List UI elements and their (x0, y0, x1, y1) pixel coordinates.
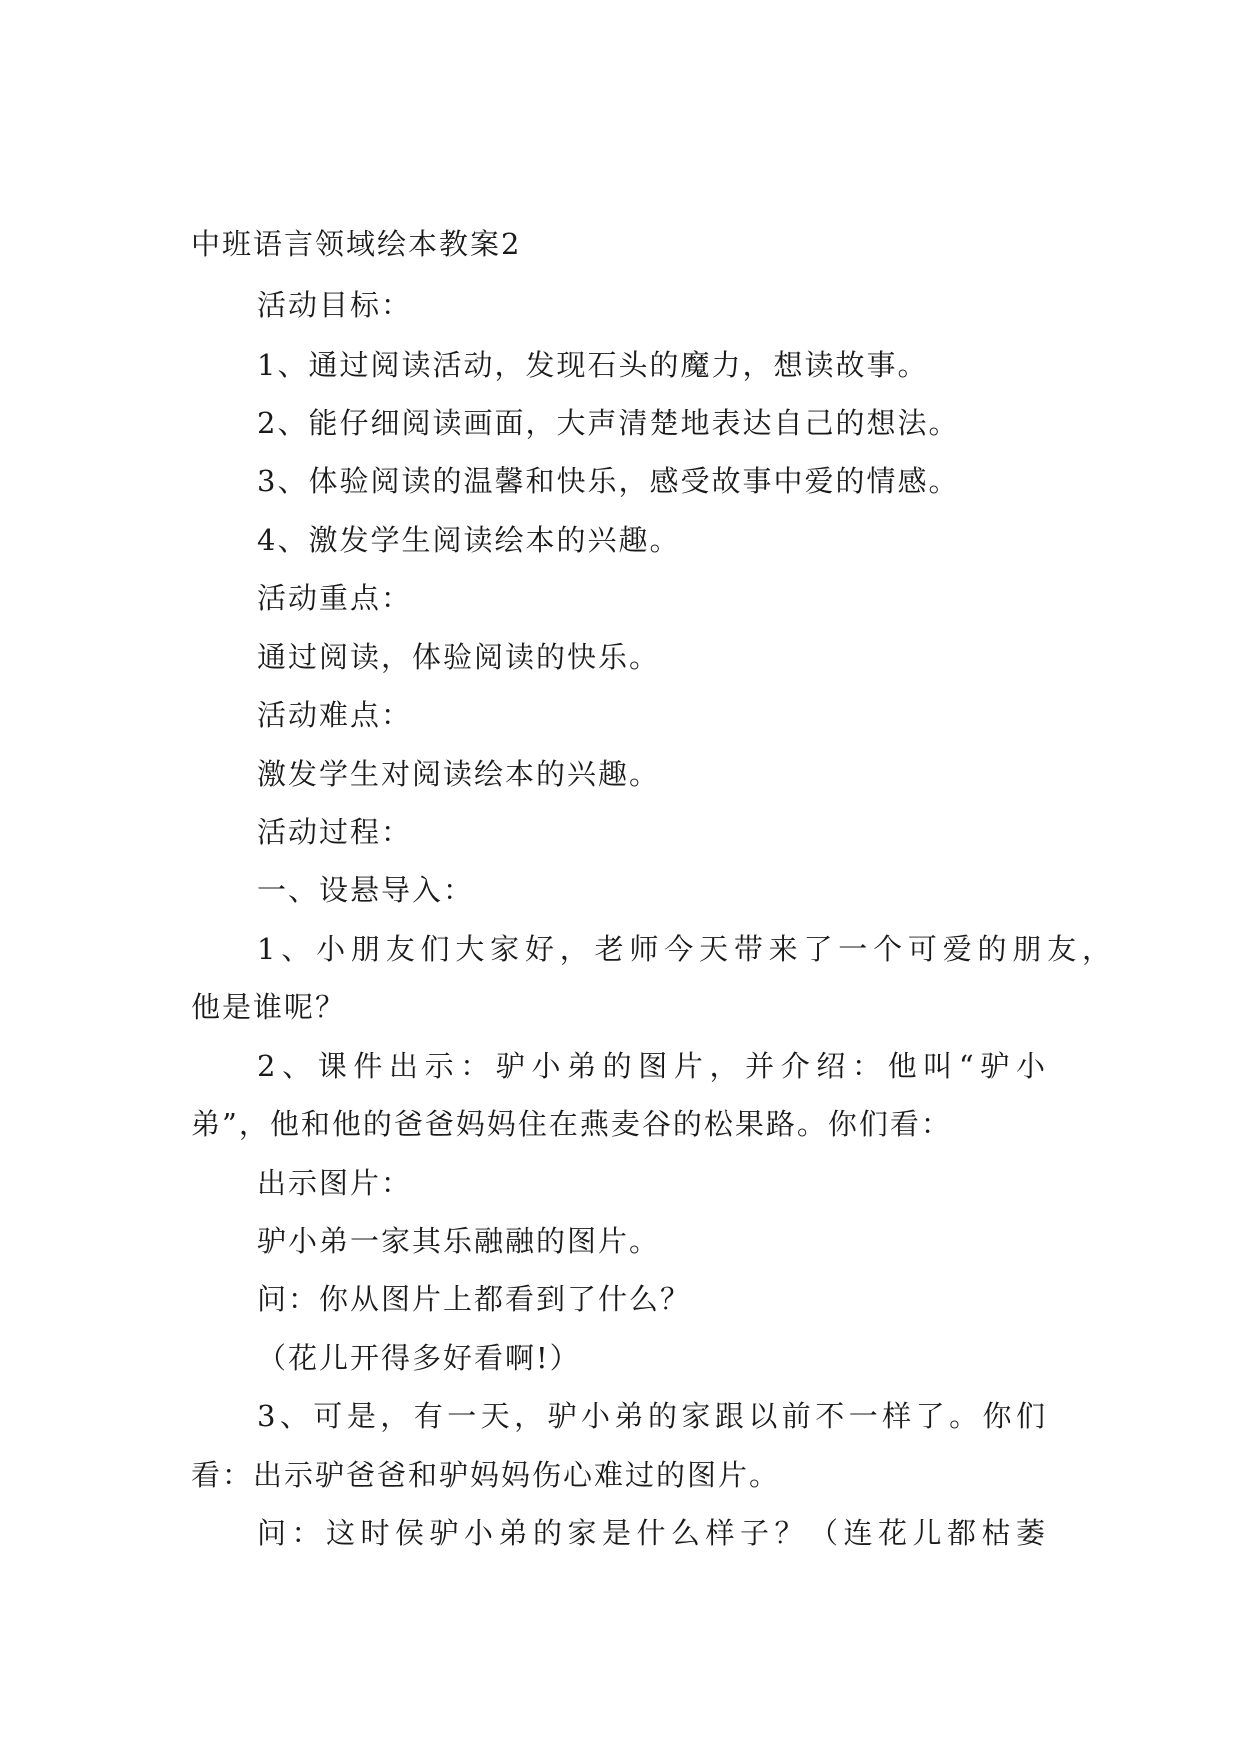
paragraph-line: 3、体验阅读的温馨和快乐，感受故事中爱的情感。 (257, 464, 960, 498)
paragraph-line: 问：这时侯驴小弟的家是什么样子？（连花儿都枯萎 (257, 1516, 1047, 1550)
paragraph-line: 1、通过阅读活动，发现石头的魔力，想读故事。 (257, 348, 929, 382)
paragraph-line: 激发学生对阅读绘本的兴趣。 (257, 757, 661, 791)
section-heading-key-points: 活动重点： (257, 581, 413, 615)
paragraph-line: 4、激发学生阅读绘本的兴趣。 (257, 523, 681, 557)
paragraph-line: 驴小弟一家其乐融融的图片。 (257, 1224, 661, 1258)
paragraph-line: 他是谁呢？ (191, 990, 347, 1024)
paragraph-line: 弟”，他和他的爸爸妈妈住在燕麦谷的松果路。你们看： (191, 1107, 952, 1141)
section-heading-goals: 活动目标： (257, 288, 413, 322)
paragraph-line: 2、能仔细阅读画面，大声清楚地表达自己的想法。 (257, 406, 960, 440)
paragraph-line: 2、课件出示：驴小弟的图片，并介绍：他叫“驴小 (257, 1049, 1047, 1083)
section-heading-difficulties: 活动难点： (257, 698, 413, 732)
paragraph-line: 1、小朋友们大家好，老师今天带来了一个可爱的朋友， (257, 932, 1113, 966)
paragraph-line: 通过阅读，体验阅读的快乐。 (257, 640, 661, 674)
section-heading-process: 活动过程： (257, 815, 413, 849)
document-title: 中班语言领域绘本教案2 (191, 227, 522, 261)
subsection-heading: 一、设悬导入： (257, 873, 475, 907)
paragraph-line: 出示图片： (257, 1166, 413, 1200)
paragraph-line: （花儿开得多好看啊!） (257, 1341, 581, 1375)
paragraph-line: 3、可是，有一天，驴小弟的家跟以前不一样了。你们 (257, 1399, 1047, 1433)
paragraph-line: 看：出示驴爸爸和驴妈妈伤心难过的图片。 (191, 1458, 781, 1492)
paragraph-line: 问：你从图片上都看到了什么？ (257, 1282, 692, 1316)
